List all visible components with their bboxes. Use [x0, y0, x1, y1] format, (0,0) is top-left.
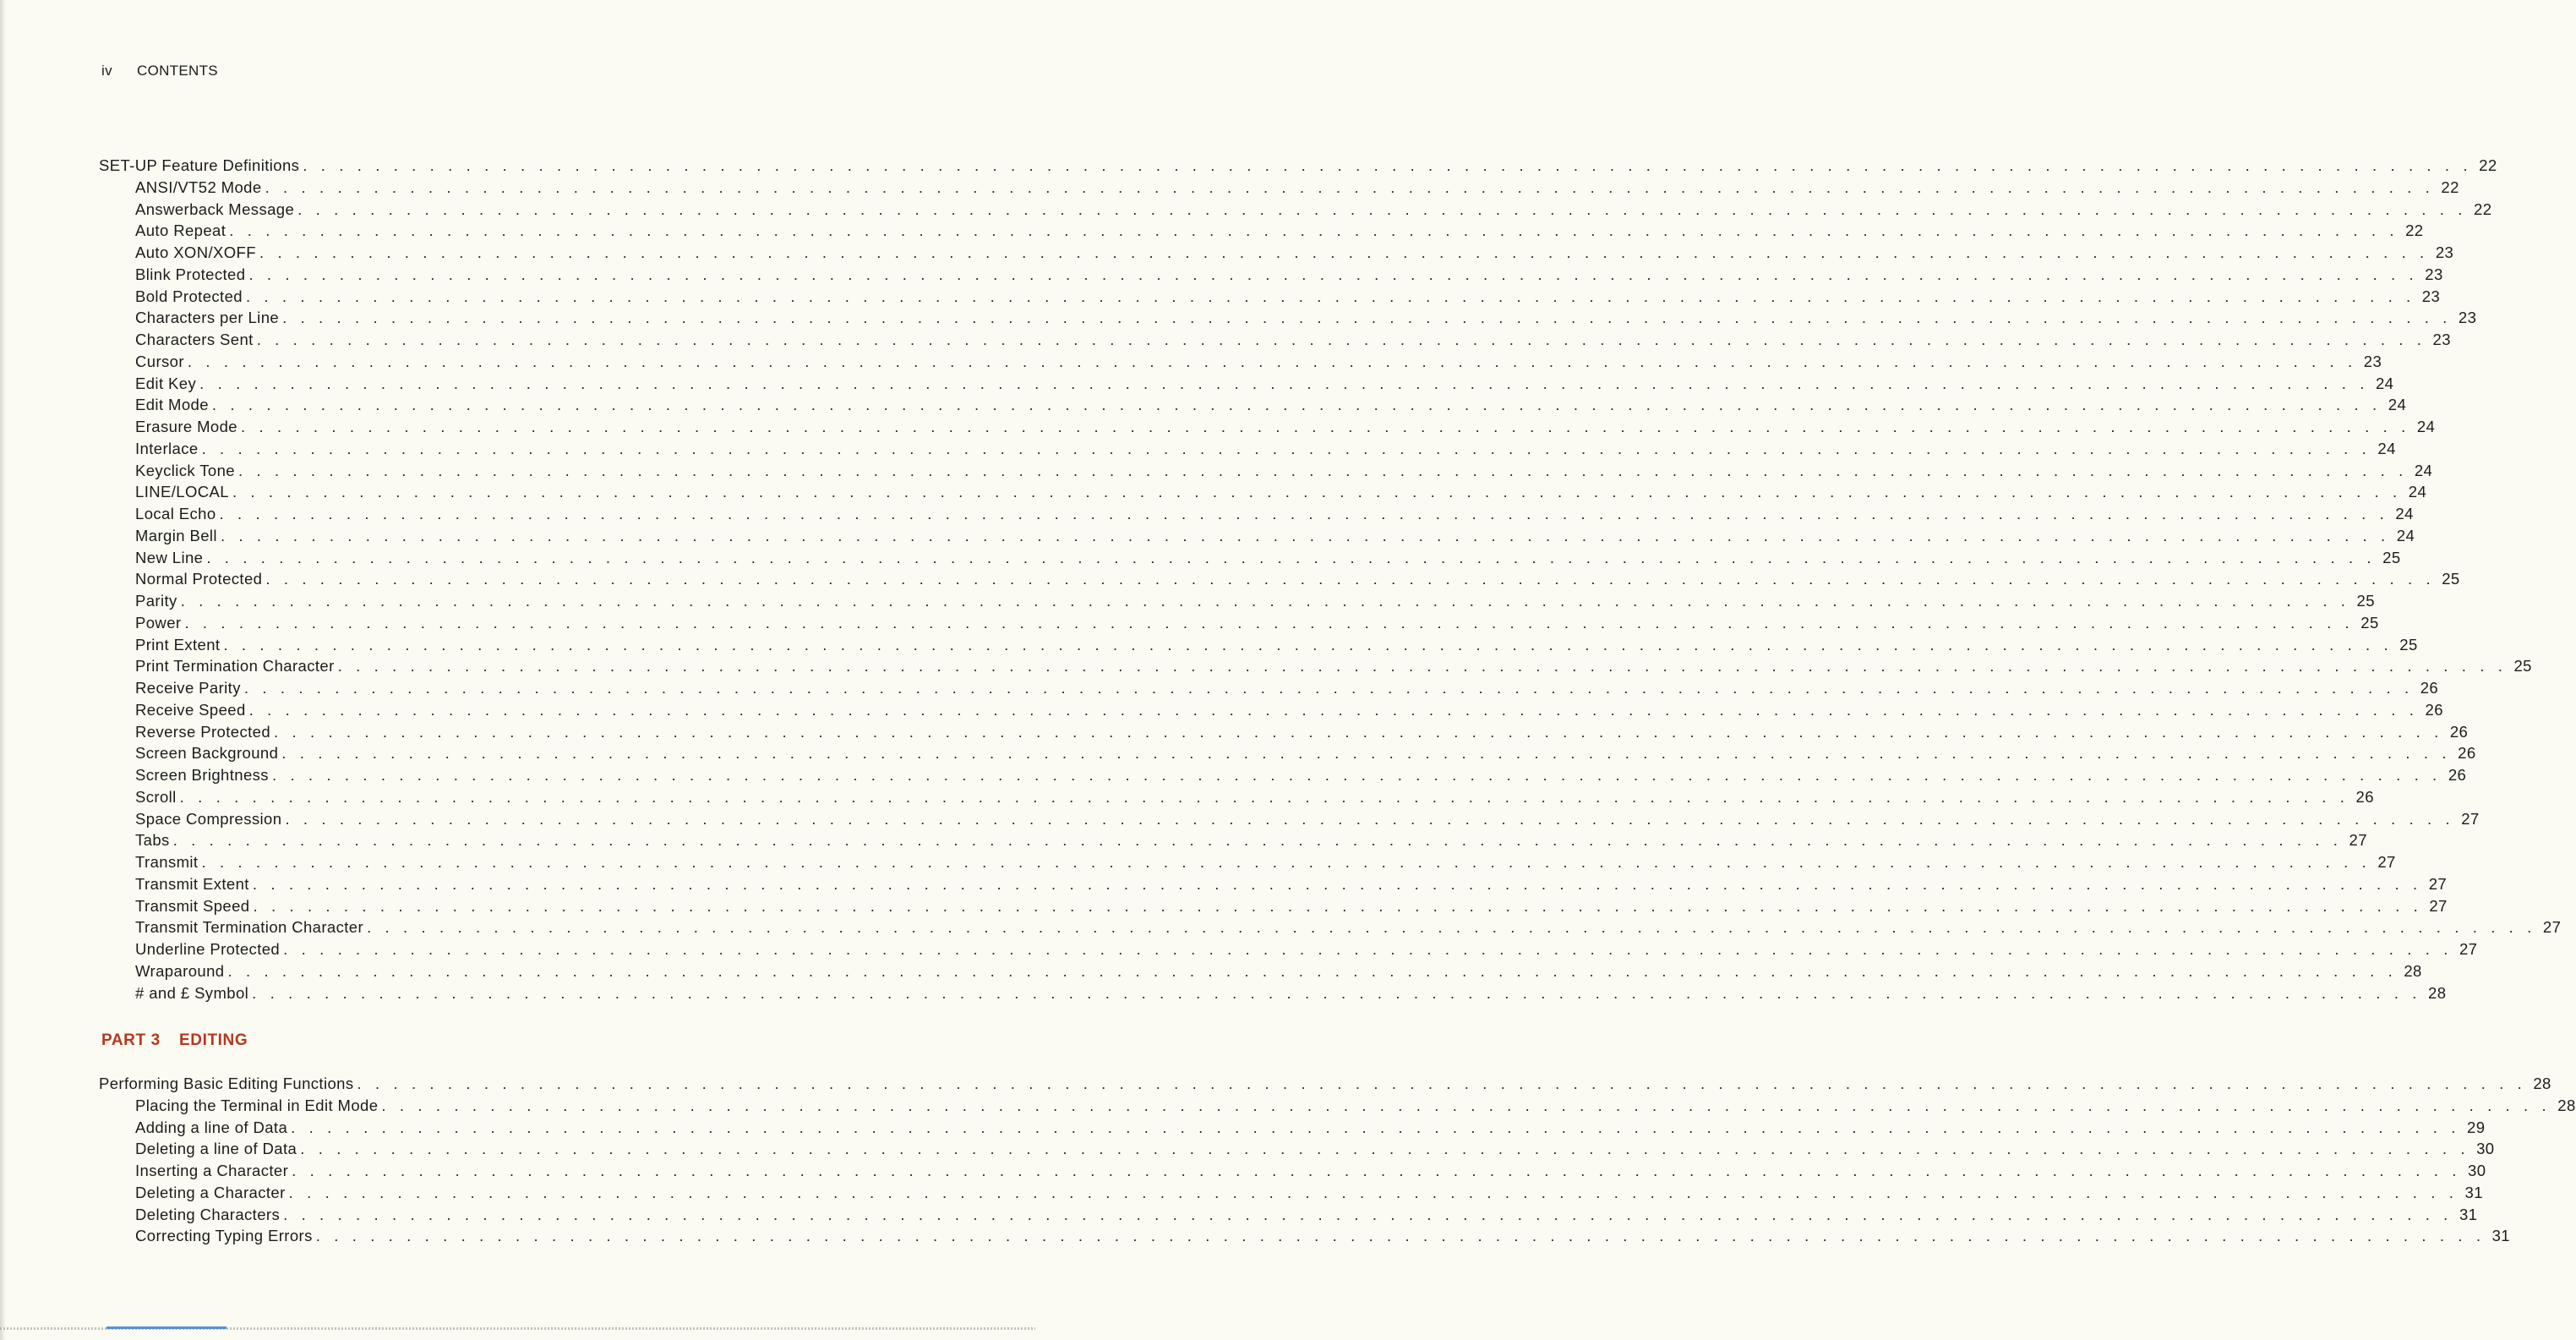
toc-entry-label: Parity — [135, 592, 177, 610]
toc-entry — [0, 591, 2375, 611]
toc-entry — [0, 656, 2532, 676]
toc-entry-page: 26 — [2425, 700, 2443, 719]
toc-entry-page: 28 — [2428, 983, 2447, 1002]
toc-entry-page: 24 — [2388, 396, 2407, 414]
toc-dot-leader: . . . . . . . . . . . . . . . . . . . . . . . . . . . . . . . . . . . . . . . . . . . . . . . . . . . . . . . . . . . . . . . . . . . . . . . . . . . . . . . . . . . . . . . . . . . . . . . . . . . . . . . . . . . . . . . . . . . . . . . . — [184, 613, 2355, 632]
toc-entry-label: Local Echo — [135, 505, 216, 522]
toc-dot-leader: . . . . . . . . . . . . . . . . . . . . . . . . . . . . . . . . . . . . . . . . . . . . . . . . . . . . . . . . . . . . . . . . . . . . . . . . . . . . . . . . . . . . . . . . . . . . . . . . . . . . . . . . . . . . . . . . . . . . . . . . — [297, 200, 2468, 218]
toc-entry — [0, 1205, 2478, 1225]
toc-entry — [0, 374, 2394, 394]
toc-entry-label: Scroll — [135, 787, 177, 806]
toc-entry-page: 30 — [2468, 1162, 2486, 1179]
toc-entry-page: 23 — [2458, 309, 2477, 327]
toc-entry — [0, 917, 2562, 938]
toc-dot-leader: . . . . . . . . . . . . . . . . . . . . . . . . . . . . . . . . . . . . . . . . . . . . . . . . . . . . . . . . . . . . . . . . . . . . . . . . . . . . . . . . . . . . . . . . . . . . . . . . . . . . . . . . . . . . . . . . . . . . . . . . — [179, 787, 2350, 806]
toc-dot-leader: . . . . . . . . . . . . . . . . . . . . . . . . . . . . . . . . . . . . . . . . . . . . . . . . . . . . . . . . . . . . . . . . . . . . . . . . . . . . . . . . . . . . . . . . . . . . . . . . . . . . . . . . . . . . . . . . . . . . . . . . — [265, 178, 2435, 196]
toc-entry-label: Print Extent — [135, 635, 221, 654]
toc-entry-label: Characters per Line — [135, 309, 280, 327]
toc-dot-leader: . . . . . . . . . . . . . . . . . . . . . . . . . . . . . . . . . . . . . . . . . . . . . . . . . . . . . . . . . . . . . . . . . . . . . . . . . . . . . . . . . . . . . . . . . . . . . . . . . . . . . . . . . . . . . . . . . . . . . . . . — [300, 1140, 2470, 1158]
toc-entry-label: Power — [135, 613, 182, 632]
toc-entry-page: 30 — [2476, 1140, 2495, 1158]
toc-entry — [0, 308, 2477, 328]
toc-dot-leader: . . . . . . . . . . . . . . . . . . . . . . . . . . . . . . . . . . . . . . . . . . . . . . . . . . . . . . . . . . . . . . . . . . . . . . . . . . . . . . . . . . . . . . . . . . . . . . . . . . . . . . . . . . . . . . . . . . . . . . . . — [243, 679, 2414, 697]
toc-dot-leader: . . . . . . . . . . . . . . . . . . . . . . . . . . . . . . . . . . . . . . . . . . . . . . . . . . . . . . . . . . . . . . . . . . . . . . . . . . . . . . . . . . . . . . . . . . . . . . . . . . . . . . . . . . . . . . . . . . . . . . . . — [282, 309, 2452, 327]
toc-entry-page: 31 — [2464, 1183, 2483, 1201]
toc-entry — [0, 852, 2396, 872]
toc-dot-leader: . . . . . . . . . . . . . . . . . . . . . . . . . . . . . . . . . . . . . . . . . . . . . . . . . . . . . . . . . . . . . . . . . . . . . . . . . . . . . . . . . . . . . . . . . . . . . . . . . . . . . . . . . . . . . . . . . . . . . . . . — [220, 526, 2390, 544]
toc-entry-page: 26 — [2458, 744, 2476, 763]
toc-dot-leader: . . . . . . . . . . . . . . . . . . . . . . . . . . . . . . . . . . . . . . . . . . . . . . . . . . . . . . . . . . . . . . . . . . . . . . . . . . . . . . . . . . . . . . . . . . . . . . . . . . . . . . . . . . . . . . . . . . . . . . . . — [271, 766, 2442, 784]
toc-entry-label: Erasure Mode — [135, 418, 237, 435]
toc-entry-label: Wraparound — [135, 961, 225, 980]
toc-entry — [0, 504, 2414, 524]
toc-entry-label: Keyclick Tone — [135, 461, 235, 479]
toc-entry — [0, 787, 2374, 807]
toc-entry — [0, 765, 2467, 785]
toc-dot-leader: . . . . . . . . . . . . . . . . . . . . . . . . . . . . . . . . . . . . . . . . . . . . . . . . . . . . . . . . . . . . . . . . . . . . . . . . . . . . . . . . . . . . . . . . . . . . . . . . . . . . . . . . . . . . . . . . . . . . . . . . — [172, 831, 2343, 850]
toc-dot-leader: . . . . . . . . . . . . . . . . . . . . . . . . . . . . . . . . . . . . . . . . . . . . . . . . . . . . . . . . . . . . . . . . . . . . . . . . . . . . . . . . . . . . . . . . . . . . . . . . . . . . . . . . . . . . . . . . . . . . . . . . — [201, 439, 2371, 457]
toc-entry-page: 23 — [2425, 265, 2443, 283]
toc-entry-label: Auto XON/XOFF — [135, 243, 256, 261]
toc-entry-page: 27 — [2429, 896, 2448, 915]
toc-entry-page: 24 — [2408, 483, 2427, 501]
toc-entry — [0, 635, 2418, 655]
toc-entry — [0, 1226, 2510, 1246]
toc-entry-label: Edit Mode — [135, 396, 209, 414]
toc-entry — [0, 178, 2459, 198]
toc-entry-label: Receive Speed — [135, 700, 246, 719]
toc-dot-leader: . . . . . . . . . . . . . . . . . . . . . . . . . . . . . . . . . . . . . . . . . . . . . . . . . . . . . . . . . . . . . . . . . . . . . . . . . . . . . . . . . . . . . . . . . . . . . . . . . . . . . . . . . . . . . . . . . . . . . . . . — [223, 635, 2393, 654]
toc-dot-leader: . . . . . . . . . . . . . . . . . . . . . . . . . . . . . . . . . . . . . . . . . . . . . . . . . . . . . . . . . . . . . . . . . . . . . . . . . . . . . . . . . . . . . . . . . . . . . . . . . . . . . . . . . . . . . . . . . . . . . . . . — [206, 548, 2377, 566]
toc-dot-leader: . . . . . . . . . . . . . . . . . . . . . . . . . . . . . . . . . . . . . . . . . . . . . . . . . . . . . . . . . . . . . . . . . . . . . . . . . . . . . . . . . . . . . . . . . . . . . . . . . . . . . . . . . . . . . . . . . . . . . . . . — [281, 744, 2452, 763]
toc-entry — [0, 874, 2448, 894]
toc-entry-page: 23 — [2432, 331, 2451, 348]
toc-dot-leader: . . . . . . . . . . . . . . . . . . . . . . . . . . . . . . . . . . . . . . . . . . . . . . . . . . . . . . . . . . . . . . . . . . . . . . . . . . . . . . . . . . . . . . . . . . . . . . . . . . . . . . . . . . . . . . . . . . . . . . . . — [253, 896, 2423, 915]
toc-dot-leader: . . . . . . . . . . . . . . . . . . . . . . . . . . . . . . . . . . . . . . . . . . . . . . . . . . . . . . . . . . . . . . . . . . . . . . . . . . . . . . . . . . . . . . . . . . . . . . . . . . . . . . . . . . . . . . . . . . . . . . . . — [248, 265, 2419, 283]
toc-entry-label: Normal Protected — [135, 570, 263, 588]
toc-entry — [0, 461, 2433, 481]
toc-dot-leader: . . . . . . . . . . . . . . . . . . . . . . . . . . . . . . . . . . . . . . . . . . . . . . . . . . . . . . . . . . . . . . . . . . . . . . . . . . . . . . . . . . . . . . . . . . . . . . . . . . . . . . . . . . . . . . . . . . . . . . . . — [232, 483, 2402, 501]
toc-entry-page: 24 — [2414, 461, 2433, 479]
toc-entry-page: 26 — [2448, 766, 2467, 784]
toc-entry-label: LINE/LOCAL — [135, 483, 229, 501]
toc-dot-leader: . . . . . . . . . . . . . . . . . . . . . . . . . . . . . . . . . . . . . . . . . . . . . . . . . . . . . . . . . . . . . . . . . . . . . . . . . . . . . . . . . . . . . . . . . . . . . . . . . . . . . . . . . . . . . . . . . . . . . . . . — [229, 222, 2399, 240]
toc-entry-page: 25 — [2513, 657, 2532, 675]
part-number: PART 3 — [101, 1031, 161, 1049]
toc-entry-page: 25 — [2399, 635, 2418, 654]
toc-entry — [0, 395, 2407, 415]
toc-entry-label: Deleting a Character — [135, 1183, 286, 1201]
toc-entry — [0, 1183, 2483, 1203]
toc-entry-label: Answerback Message — [135, 200, 295, 218]
toc-dot-leader: . . . . . . . . . . . . . . . . . . . . . . . . . . . . . . . . . . . . . . . . . . . . . . . . . . . . . . . . . . . . . . . . . . . . . . . . . . . . . . . . . . . . . . . . . . . . . . . . . . . . . . . . . . . . . . . . . . . . . . . . — [303, 156, 2473, 174]
toc-entry-page: 31 — [2491, 1227, 2510, 1245]
toc-dot-leader: . . . . . . . . . . . . . . . . . . . . . . . . . . . . . . . . . . . . . . . . . . . . . . . . . . . . . . . . . . . . . . . . . . . . . . . . . . . . . . . . . . . . . . . . . . . . . . . . . . . . . . . . . . . . . . . . . . . . . . . . — [337, 657, 2508, 675]
toc-entry-page: 27 — [2459, 940, 2478, 958]
toc-entry — [0, 700, 2443, 720]
toc-dot-leader: . . . . . . . . . . . . . . . . . . . . . . . . . . . . . . . . . . . . . . . . . . . . . . . . . . . . . . . . . . . . . . . . . . . . . . . . . . . . . . . . . . . . . . . . . . . . . . . . . . . . . . . . . . . . . . . . . . . . . . . . — [357, 1075, 2527, 1092]
toc-dot-leader: . . . . . . . . . . . . . . . . . . . . . . . . . . . . . . . . . . . . . . . . . . . . . . . . . . . . . . . . . . . . . . . . . . . . . . . . . . . . . . . . . . . . . . . . . . . . . . . . . . . . . . . . . . . . . . . . . . . . . . . . — [227, 961, 2398, 980]
scan-bottom-mark — [106, 1326, 226, 1329]
part-title: EDITING — [179, 1031, 248, 1049]
toc-entry-page: 22 — [2479, 156, 2497, 174]
toc-entry-page: 22 — [2441, 178, 2459, 196]
toc-entry-label: Deleting a line of Data — [135, 1140, 297, 1158]
toc-entry — [0, 1074, 2551, 1094]
toc-entry-page: 23 — [2421, 287, 2441, 305]
toc-dot-leader: . . . . . . . . . . . . . . . . . . . . . . . . . . . . . . . . . . . . . . . . . . . . . . . . . . . . . . . . . . . . . . . . . . . . . . . . . . . . . . . . . . . . . . . . . . . . . . . . . . . . . . . . . . . . . . . . . . . . . . . . — [256, 331, 2426, 348]
toc-entry-label: Deleting Characters — [135, 1205, 281, 1223]
toc-entry-page: 22 — [2405, 222, 2424, 240]
toc-entry-label: Transmit Termination Character — [135, 918, 364, 937]
toc-entry — [0, 265, 2443, 285]
toc-dot-leader: . . . . . . . . . . . . . . . . . . . . . . . . . . . . . . . . . . . . . . . . . . . . . . . . . . . . . . . . . . . . . . . . . . . . . . . . . . . . . . . . . . . . . . . . . . . . . . . . . . . . . . . . . . . . . . . . . . . . . . . . — [180, 592, 2350, 610]
toc-entry — [0, 830, 2367, 850]
toc-entry-page: 27 — [2542, 918, 2562, 937]
toc-dot-leader: . . . . . . . . . . . . . . . . . . . . . . . . . . . . . . . . . . . . . . . . . . . . . . . . . . . . . . . . . . . . . . . . . . . . . . . . . . . . . . . . . . . . . . . . . . . . . . . . . . . . . . . . . . . . . . . . . . . . . . . . — [381, 1096, 2551, 1114]
running-header — [101, 63, 218, 79]
toc-entry-page: 28 — [2533, 1075, 2551, 1092]
toc-dot-leader: . . . . . . . . . . . . . . . . . . . . . . . . . . . . . . . . . . . . . . . . . . . . . . . . . . . . . . . . . . . . . . . . . . . . . . . . . . . . . . . . . . . . . . . . . . . . . . . . . . . . . . . . . . . . . . . . . . . . . . . . — [252, 874, 2422, 893]
toc-dot-leader: . . . . . . . . . . . . . . . . . . . . . . . . . . . . . . . . . . . . . . . . . . . . . . . . . . . . . . . . . . . . . . . . . . . . . . . . . . . . . . . . . . . . . . . . . . . . . . . . . . . . . . . . . . . . . . . . . . . . . . . . — [367, 918, 2536, 937]
toc-entry — [0, 743, 2476, 763]
toc-entry-page: 24 — [2377, 439, 2396, 457]
toc-entry-label: Bold Protected — [135, 287, 243, 305]
toc-entry-page: 25 — [2442, 570, 2460, 588]
toc-dot-leader: . . . . . . . . . . . . . . . . . . . . . . . . . . . . . . . . . . . . . . . . . . . . . . . . . . . . . . . . . . . . . . . . . . . . . . . . . . . . . . . . . . . . . . . . . . . . . . . . . . . . . . . . . . . . . . . . . . . . . . . . — [245, 287, 2415, 305]
toc-entry-label: Blink Protected — [135, 265, 246, 283]
toc-entry — [0, 439, 2396, 459]
toc-entry-page: 25 — [2360, 613, 2379, 632]
toc-entry — [0, 1161, 2486, 1181]
toc-entry-label: Interlace — [135, 439, 199, 457]
toc-entry-label: Correcting Typing Errors — [135, 1227, 313, 1245]
toc-entry — [0, 526, 2415, 546]
toc-entry — [0, 983, 2447, 1004]
toc-dot-leader: . . . . . . . . . . . . . . . . . . . . . . . . . . . . . . . . . . . . . . . . . . . . . . . . . . . . . . . . . . . . . . . . . . . . . . . . . . . . . . . . . . . . . . . . . . . . . . . . . . . . . . . . . . . . . . . . . . . . . . . . — [219, 505, 2389, 522]
header-title: CONTENTS — [137, 63, 218, 79]
toc-entry-label: Performing Basic Editing Functions — [99, 1075, 354, 1092]
toc-entry — [0, 613, 2379, 633]
toc-entry-label: SET-UP Feature Definitions — [99, 156, 300, 174]
toc-entry — [0, 1096, 2576, 1116]
toc-entry-page: 24 — [2396, 526, 2415, 544]
toc-entry — [0, 417, 2436, 437]
toc-entry — [0, 548, 2401, 568]
toc-entry — [0, 896, 2448, 916]
toc-entry-page: 23 — [2435, 243, 2454, 261]
toc-dot-leader: . . . . . . . . . . . . . . . . . . . . . . . . . . . . . . . . . . . . . . . . . . . . . . . . . . . . . . . . . . . . . . . . . . . . . . . . . . . . . . . . . . . . . . . . . . . . . . . . . . . . . . . . . . . . . . . . . . . . . . . . — [252, 983, 2421, 1002]
toc-entry-page: 27 — [2428, 874, 2448, 893]
toc-entry — [0, 722, 2469, 742]
toc-entry-page: 28 — [2557, 1096, 2576, 1114]
toc-entry-label: New Line — [135, 548, 204, 566]
toc-entry-page: 26 — [2449, 722, 2469, 741]
toc-entry-page: 27 — [2461, 809, 2480, 828]
toc-dot-leader: . . . . . . . . . . . . . . . . . . . . . . . . . . . . . . . . . . . . . . . . . . . . . . . . . . . . . . . . . . . . . . . . . . . . . . . . . . . . . . . . . . . . . . . . . . . . . . . . . . . . . . . . . . . . . . . . . . . . . . . . — [248, 700, 2419, 719]
toc-entry-label: Screen Brightness — [135, 766, 269, 784]
toc-dot-leader: . . . . . . . . . . . . . . . . . . . . . . . . . . . . . . . . . . . . . . . . . . . . . . . . . . . . . . . . . . . . . . . . . . . . . . . . . . . . . . . . . . . . . . . . . . . . . . . . . . . . . . . . . . . . . . . . . . . . . . . . — [292, 1162, 2461, 1179]
toc-entry-label: Transmit Speed — [135, 896, 250, 915]
toc-entry-page: 24 — [2395, 505, 2414, 522]
toc-entry-label: Adding a line of Data — [135, 1118, 288, 1136]
toc-entry-label: ANSI/VT52 Mode — [135, 178, 262, 196]
toc-entry — [0, 156, 2497, 176]
toc-dot-leader: . . . . . . . . . . . . . . . . . . . . . . . . . . . . . . . . . . . . . . . . . . . . . . . . . . . . . . . . . . . . . . . . . . . . . . . . . . . . . . . . . . . . . . . . . . . . . . . . . . . . . . . . . . . . . . . . . . . . . . . . — [201, 853, 2371, 871]
toc-entry-page: 27 — [2349, 831, 2367, 850]
toc-entry-label: Screen Background — [135, 744, 279, 763]
toc-entry — [0, 1139, 2495, 1159]
toc-entry-label: Inserting a Character — [135, 1162, 289, 1179]
toc-dot-leader: . . . . . . . . . . . . . . . . . . . . . . . . . . . . . . . . . . . . . . . . . . . . . . . . . . . . . . . . . . . . . . . . . . . . . . . . . . . . . . . . . . . . . . . . . . . . . . . . . . . . . . . . . . . . . . . . . . . . . . . . — [241, 418, 2410, 435]
toc-entry — [0, 569, 2460, 589]
toc-dot-leader: . . . . . . . . . . . . . . . . . . . . . . . . . . . . . . . . . . . . . . . . . . . . . . . . . . . . . . . . . . . . . . . . . . . . . . . . . . . . . . . . . . . . . . . . . . . . . . . . . . . . . . . . . . . . . . . . . . . . . . . . — [283, 940, 2453, 958]
toc-entry — [0, 287, 2441, 307]
toc-entry-label: Print Termination Character — [135, 657, 335, 675]
toc-entry-label: Characters Sent — [135, 331, 254, 348]
toc-entry — [0, 939, 2478, 960]
toc-entry-label: Underline Protected — [135, 940, 281, 958]
toc-dot-leader: . . . . . . . . . . . . . . . . . . . . . . . . . . . . . . . . . . . . . . . . . . . . . . . . . . . . . . . . . . . . . . . . . . . . . . . . . . . . . . . . . . . . . . . . . . . . . . . . . . . . . . . . . . . . . . . . . . . . . . . . — [274, 722, 2443, 741]
toc-entry-label: Reverse Protected — [135, 722, 271, 741]
header-page-number: iv — [101, 63, 112, 79]
toc-entry-label: Edit Key — [135, 374, 197, 392]
toc-dot-leader: . . . . . . . . . . . . . . . . . . . . . . . . . . . . . . . . . . . . . . . . . . . . . . . . . . . . . . . . . . . . . . . . . . . . . . . . . . . . . . . . . . . . . . . . . . . . . . . . . . . . . . . . . . . . . . . . . . . . . . . . — [315, 1227, 2486, 1245]
toc-entry-label: Space Compression — [135, 809, 282, 828]
toc-entry-page: 25 — [2356, 592, 2375, 610]
toc-entry-page: 24 — [2416, 418, 2436, 435]
toc-dot-leader: . . . . . . . . . . . . . . . . . . . . . . . . . . . . . . . . . . . . . . . . . . . . . . . . . . . . . . . . . . . . . . . . . . . . . . . . . . . . . . . . . . . . . . . . . . . . . . . . . . . . . . . . . . . . . . . . . . . . . . . . — [288, 1183, 2459, 1201]
toc-entry-page: 26 — [2420, 679, 2439, 697]
toc-entry-page: 22 — [2474, 200, 2492, 218]
toc-entry-label: Receive Parity — [135, 679, 241, 697]
toc-entry-label: Tabs — [135, 831, 170, 850]
toc-entry — [0, 1118, 2486, 1138]
toc-entry-label: Margin Bell — [135, 526, 217, 544]
toc-dot-leader: . . . . . . . . . . . . . . . . . . . . . . . . . . . . . . . . . . . . . . . . . . . . . . . . . . . . . . . . . . . . . . . . . . . . . . . . . . . . . . . . . . . . . . . . . . . . . . . . . . . . . . . . . . . . . . . . . . . . . . . . — [199, 374, 2369, 392]
toc-entry-label: Auto Repeat — [135, 222, 226, 240]
toc-entry — [0, 482, 2427, 502]
part-heading — [101, 1031, 248, 1050]
toc-entry-page: 31 — [2459, 1205, 2478, 1223]
toc-entry — [0, 330, 2451, 350]
toc-dot-leader: . . . . . . . . . . . . . . . . . . . . . . . . . . . . . . . . . . . . . . . . . . . . . . . . . . . . . . . . . . . . . . . . . . . . . . . . . . . . . . . . . . . . . . . . . . . . . . . . . . . . . . . . . . . . . . . . . . . . . . . . — [237, 461, 2408, 479]
toc-entry-page: 28 — [2404, 961, 2422, 980]
toc-entry — [0, 809, 2480, 829]
toc-dot-leader: . . . . . . . . . . . . . . . . . . . . . . . . . . . . . . . . . . . . . . . . . . . . . . . . . . . . . . . . . . . . . . . . . . . . . . . . . . . . . . . . . . . . . . . . . . . . . . . . . . . . . . . . . . . . . . . . . . . . . . . . — [265, 570, 2436, 588]
toc-dot-leader: . . . . . . . . . . . . . . . . . . . . . . . . . . . . . . . . . . . . . . . . . . . . . . . . . . . . . . . . . . . . . . . . . . . . . . . . . . . . . . . . . . . . . . . . . . . . . . . . . . . . . . . . . . . . . . . . . . . . . . . . — [285, 809, 2455, 828]
toc-entry-page: 27 — [2377, 853, 2396, 871]
toc-entry-page: 25 — [2382, 548, 2401, 566]
toc-entry-page: 29 — [2467, 1118, 2486, 1136]
toc-entry-page: 23 — [2363, 352, 2382, 370]
toc-entry — [0, 678, 2439, 698]
toc-entry-label: Cursor — [135, 352, 184, 370]
toc-dot-leader: . . . . . . . . . . . . . . . . . . . . . . . . . . . . . . . . . . . . . . . . . . . . . . . . . . . . . . . . . . . . . . . . . . . . . . . . . . . . . . . . . . . . . . . . . . . . . . . . . . . . . . . . . . . . . . . . . . . . . . . . — [259, 243, 2429, 261]
toc-dot-leader: . . . . . . . . . . . . . . . . . . . . . . . . . . . . . . . . . . . . . . . . . . . . . . . . . . . . . . . . . . . . . . . . . . . . . . . . . . . . . . . . . . . . . . . . . . . . . . . . . . . . . . . . . . . . . . . . . . . . . . . . — [283, 1205, 2453, 1223]
toc-entry — [0, 243, 2454, 263]
toc-entry-label: # and £ Symbol — [135, 983, 249, 1002]
toc-entry-label: Transmit Extent — [135, 874, 249, 893]
toc-dot-leader: . . . . . . . . . . . . . . . . . . . . . . . . . . . . . . . . . . . . . . . . . . . . . . . . . . . . . . . . . . . . . . . . . . . . . . . . . . . . . . . . . . . . . . . . . . . . . . . . . . . . . . . . . . . . . . . . . . . . . . . . — [211, 396, 2382, 414]
toc-entry — [0, 961, 2422, 982]
toc-entry — [0, 200, 2492, 220]
toc-entry-label: Transmit — [135, 853, 199, 871]
toc-entry — [0, 352, 2382, 372]
toc-entry-label: Placing the Terminal in Edit Mode — [135, 1096, 379, 1114]
toc-entry-page: 24 — [2375, 374, 2394, 392]
toc-dot-leader: . . . . . . . . . . . . . . . . . . . . . . . . . . . . . . . . . . . . . . . . . . . . . . . . . . . . . . . . . . . . . . . . . . . . . . . . . . . . . . . . . . . . . . . . . . . . . . . . . . . . . . . . . . . . . . . . . . . . . . . . — [291, 1118, 2461, 1136]
toc-dot-leader: . . . . . . . . . . . . . . . . . . . . . . . . . . . . . . . . . . . . . . . . . . . . . . . . . . . . . . . . . . . . . . . . . . . . . . . . . . . . . . . . . . . . . . . . . . . . . . . . . . . . . . . . . . . . . . . . . . . . . . . . — [187, 352, 2357, 370]
toc-entry-page: 26 — [2355, 787, 2374, 806]
toc-entry — [0, 221, 2424, 241]
